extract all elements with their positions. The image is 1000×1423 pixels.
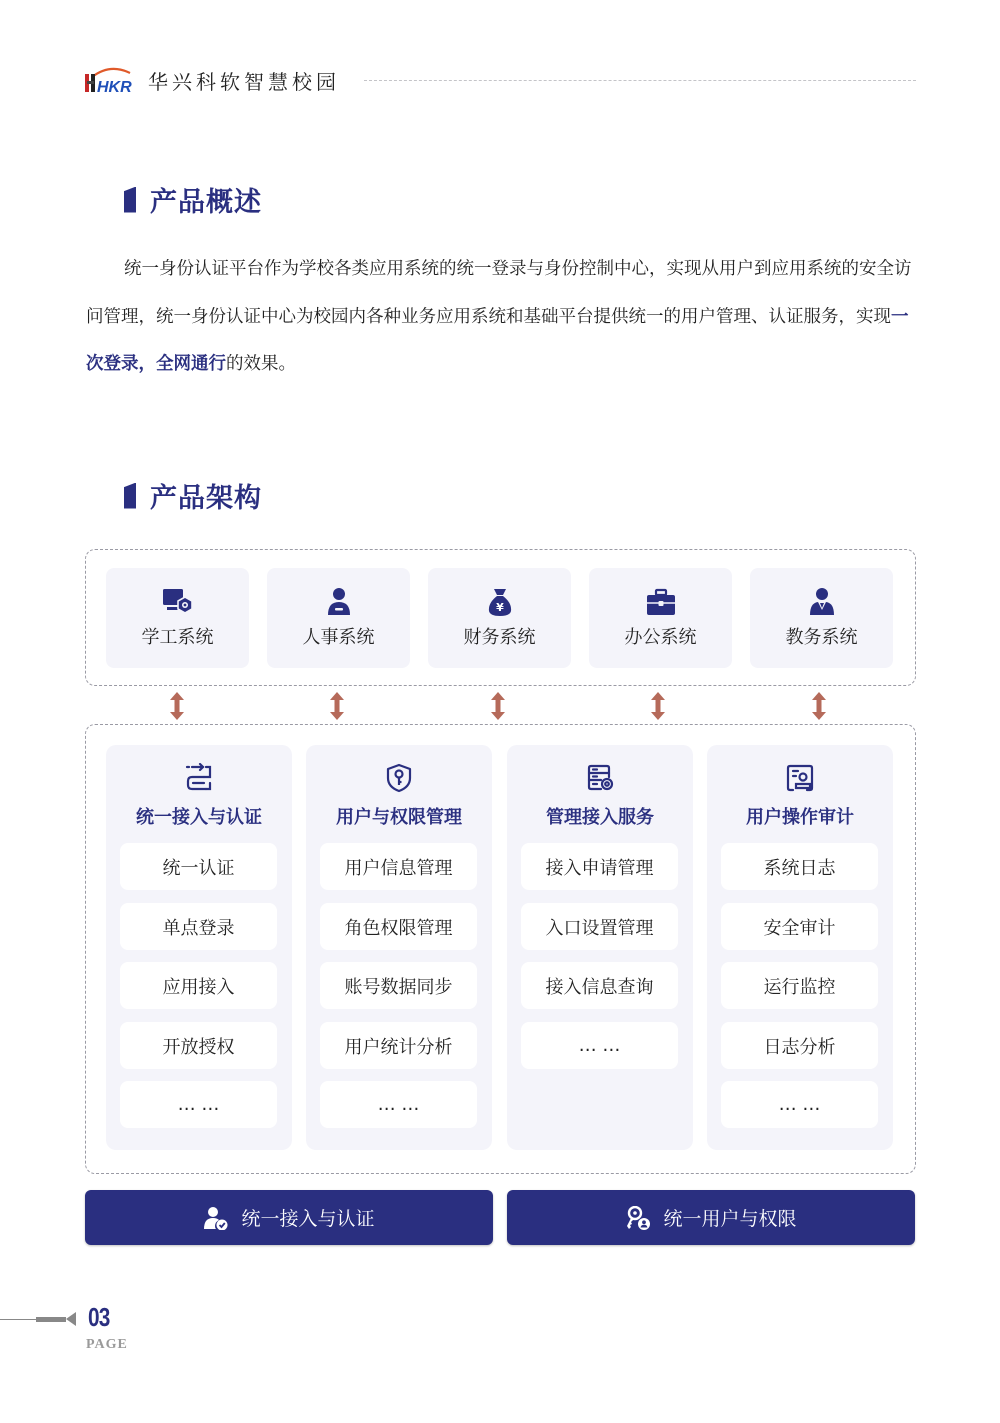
svg-text:HKR: HKR — [97, 79, 132, 95]
section-marker — [124, 483, 136, 509]
svg-text:¥: ¥ — [495, 601, 504, 614]
footer-line — [0, 1319, 36, 1320]
footer-triangle-icon — [66, 1312, 76, 1326]
overview-text: 统一身份认证平台作为学校各类应用系统的统一登录与身份控制中心，实现从用户到应用系统的安全访问管理，统一身份认证中心为校园内各种业务应用系统和基础平台提供统一的用户管理、认证服务，实现 — [86, 259, 912, 327]
system-label: 办公系统 — [624, 627, 697, 648]
system-card-office — [589, 568, 732, 668]
double-arrow-icon — [170, 692, 184, 720]
module-access-service — [507, 745, 693, 1150]
banner-label: 统一用户与权限 — [663, 1208, 797, 1230]
footer-line-thick — [36, 1317, 66, 1322]
double-arrow-icon — [651, 692, 665, 720]
module-item: 单点登录 — [120, 903, 277, 950]
section-title-overview — [124, 180, 262, 219]
module-item: 入口设置管理 — [521, 903, 678, 950]
module-item: 用户信息管理 — [320, 843, 477, 890]
module-item: … … — [521, 1022, 678, 1069]
system-card-student-affairs — [106, 568, 249, 668]
key-user-icon — [625, 1206, 651, 1230]
system-label: 学工系统 — [141, 627, 214, 648]
brand-name: 华兴科软智慧校园 — [148, 69, 340, 94]
system-card-finance — [428, 568, 571, 668]
unified-access-auth-banner — [85, 1190, 493, 1245]
overview-text-end: 的效果。 — [226, 354, 296, 374]
system-card-hr — [267, 568, 410, 668]
highlight-single-login: 一次登录 — [86, 306, 909, 374]
system-card-academic — [750, 568, 893, 668]
highlight-network-access: 全网通行 — [156, 354, 226, 374]
module-item: 安全审计 — [721, 903, 878, 950]
module-item: 日志分析 — [721, 1022, 878, 1069]
module-title: 管理接入服务 — [546, 807, 654, 828]
module-item: 接入信息查询 — [521, 962, 678, 1009]
audit-profile-icon — [707, 763, 893, 795]
page-header — [84, 64, 916, 96]
module-item: 统一认证 — [120, 843, 277, 890]
hkr-logo — [84, 65, 132, 95]
module-item: 系统日志 — [721, 843, 878, 890]
system-label: 教务系统 — [785, 627, 858, 648]
unified-user-permission-banner — [507, 1190, 915, 1245]
system-label: 人事系统 — [302, 627, 375, 648]
briefcase-icon — [644, 587, 678, 617]
section-title-architecture — [124, 476, 262, 515]
access-exchange-icon — [106, 763, 292, 795]
module-item: 用户统计分析 — [320, 1022, 477, 1069]
module-item: … … — [120, 1081, 277, 1128]
teacher-icon — [805, 587, 839, 617]
module-item: 角色权限管理 — [320, 903, 477, 950]
module-title: 统一接入与认证 — [136, 807, 262, 828]
server-gear-icon — [507, 763, 693, 795]
module-item: 接入申请管理 — [521, 843, 678, 890]
module-item: 运行监控 — [721, 962, 878, 1009]
page-number: 03 — [88, 1302, 110, 1332]
section-heading: 产品概述 — [150, 187, 262, 218]
double-arrow-icon — [491, 692, 505, 720]
module-item: 开放授权 — [120, 1022, 277, 1069]
overview-paragraph — [86, 246, 916, 389]
person-icon — [322, 587, 356, 617]
banner-label: 统一接入与认证 — [241, 1208, 375, 1230]
page-label: PAGE — [86, 1337, 128, 1352]
money-bag-icon — [483, 587, 517, 617]
module-item: 应用接入 — [120, 962, 277, 1009]
system-label: 财务系统 — [463, 627, 536, 648]
module-operation-audit — [707, 745, 893, 1150]
module-item: 账号数据同步 — [320, 962, 477, 1009]
module-item: … … — [320, 1081, 477, 1128]
double-arrow-icon — [812, 692, 826, 720]
header-divider — [364, 80, 916, 81]
section-heading: 产品架构 — [150, 483, 262, 514]
user-check-icon — [203, 1206, 229, 1230]
module-item: … … — [721, 1081, 878, 1128]
monitor-gear-icon — [161, 587, 195, 617]
module-user-permission — [306, 745, 492, 1150]
module-unified-access — [106, 745, 292, 1150]
section-marker — [124, 187, 136, 213]
shield-key-icon — [306, 763, 492, 795]
module-title: 用户操作审计 — [746, 807, 854, 828]
module-title: 用户与权限管理 — [336, 807, 462, 828]
highlight-separator: ， — [138, 354, 156, 374]
double-arrow-icon — [330, 692, 344, 720]
